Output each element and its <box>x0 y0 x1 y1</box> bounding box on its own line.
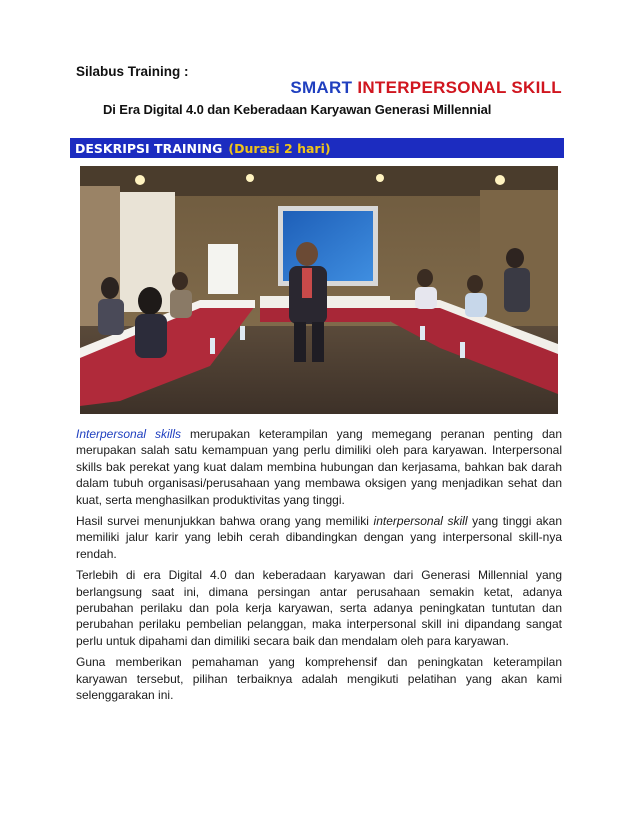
title-interpersonal-skill: INTERPERSONAL SKILL <box>357 78 562 97</box>
section-header-bar <box>70 138 564 158</box>
training-photo <box>80 166 558 414</box>
paragraph-3: Terlebih di era Digital 4.0 dan keberadaan karyawan dari Generasi Millennial yang berlangsung saat ini, dimana persingan antar perusahaan semakin ketat, adanya perubahan perilaku dan pola kerja karyawan, serta adanya peningkatan tuntutan dan perubahan perilaku pembelian pelanggan, maka interpersonal skill ini dipandang sangat perlu untuk dipahami dan dimiliki secara baik dan mendalam oleh para karyawan. <box>76 568 562 648</box>
training-room-photo-icon <box>80 166 558 414</box>
paragraph-2-part1: Hasil survei menunjukkan bahwa orang yang memiliki <box>76 514 374 529</box>
paragraph-1 <box>76 426 562 508</box>
title-smart: SMART <box>290 78 353 97</box>
silabus-label: Silabus Training : <box>76 64 189 79</box>
paragraph-2-italic: interpersonal skill <box>373 514 468 529</box>
document-subtitle: Di Era Digital 4.0 dan Keberadaan Karyawan Generasi Millennial <box>103 102 492 117</box>
paragraph-4: Guna memberikan pemahaman yang komprehensif dan peningkatan keterampilan karyawan tersebut, pilihan terbaiknya adalah mengikuti pelatihan yang akan kami selenggarakan ini. <box>76 655 562 703</box>
description-body <box>76 426 562 709</box>
paragraph-2-part2: yang tinggi akan memiliki jalur karir yang lebih cerah dibandingkan dengan yang interpersonal skill-nya rendah. <box>76 514 562 561</box>
paragraph-1-text: merupakan keterampilan yang memegang peranan penting dan merupakan salah satu kemampuan yang perlu dimiliki oleh para karyawan. Interpersonal skills bak perekat yang kuat dalam membina hubungan dan kerjasama, bahkan bak darah dalam tubuh organisasi/perusahaan yang membawa oksigen yang menjadikan sehat dan kuat, serta menghasilkan produktivitas yang tinggi. <box>76 427 563 507</box>
section-label: DESKRIPSI TRAINING <box>75 140 223 156</box>
paragraph-1-lead: Interpersonal skills <box>76 427 182 441</box>
document-title <box>0 78 562 98</box>
paragraph-2 <box>76 513 562 562</box>
section-duration: (Durasi 2 hari) <box>228 140 331 156</box>
